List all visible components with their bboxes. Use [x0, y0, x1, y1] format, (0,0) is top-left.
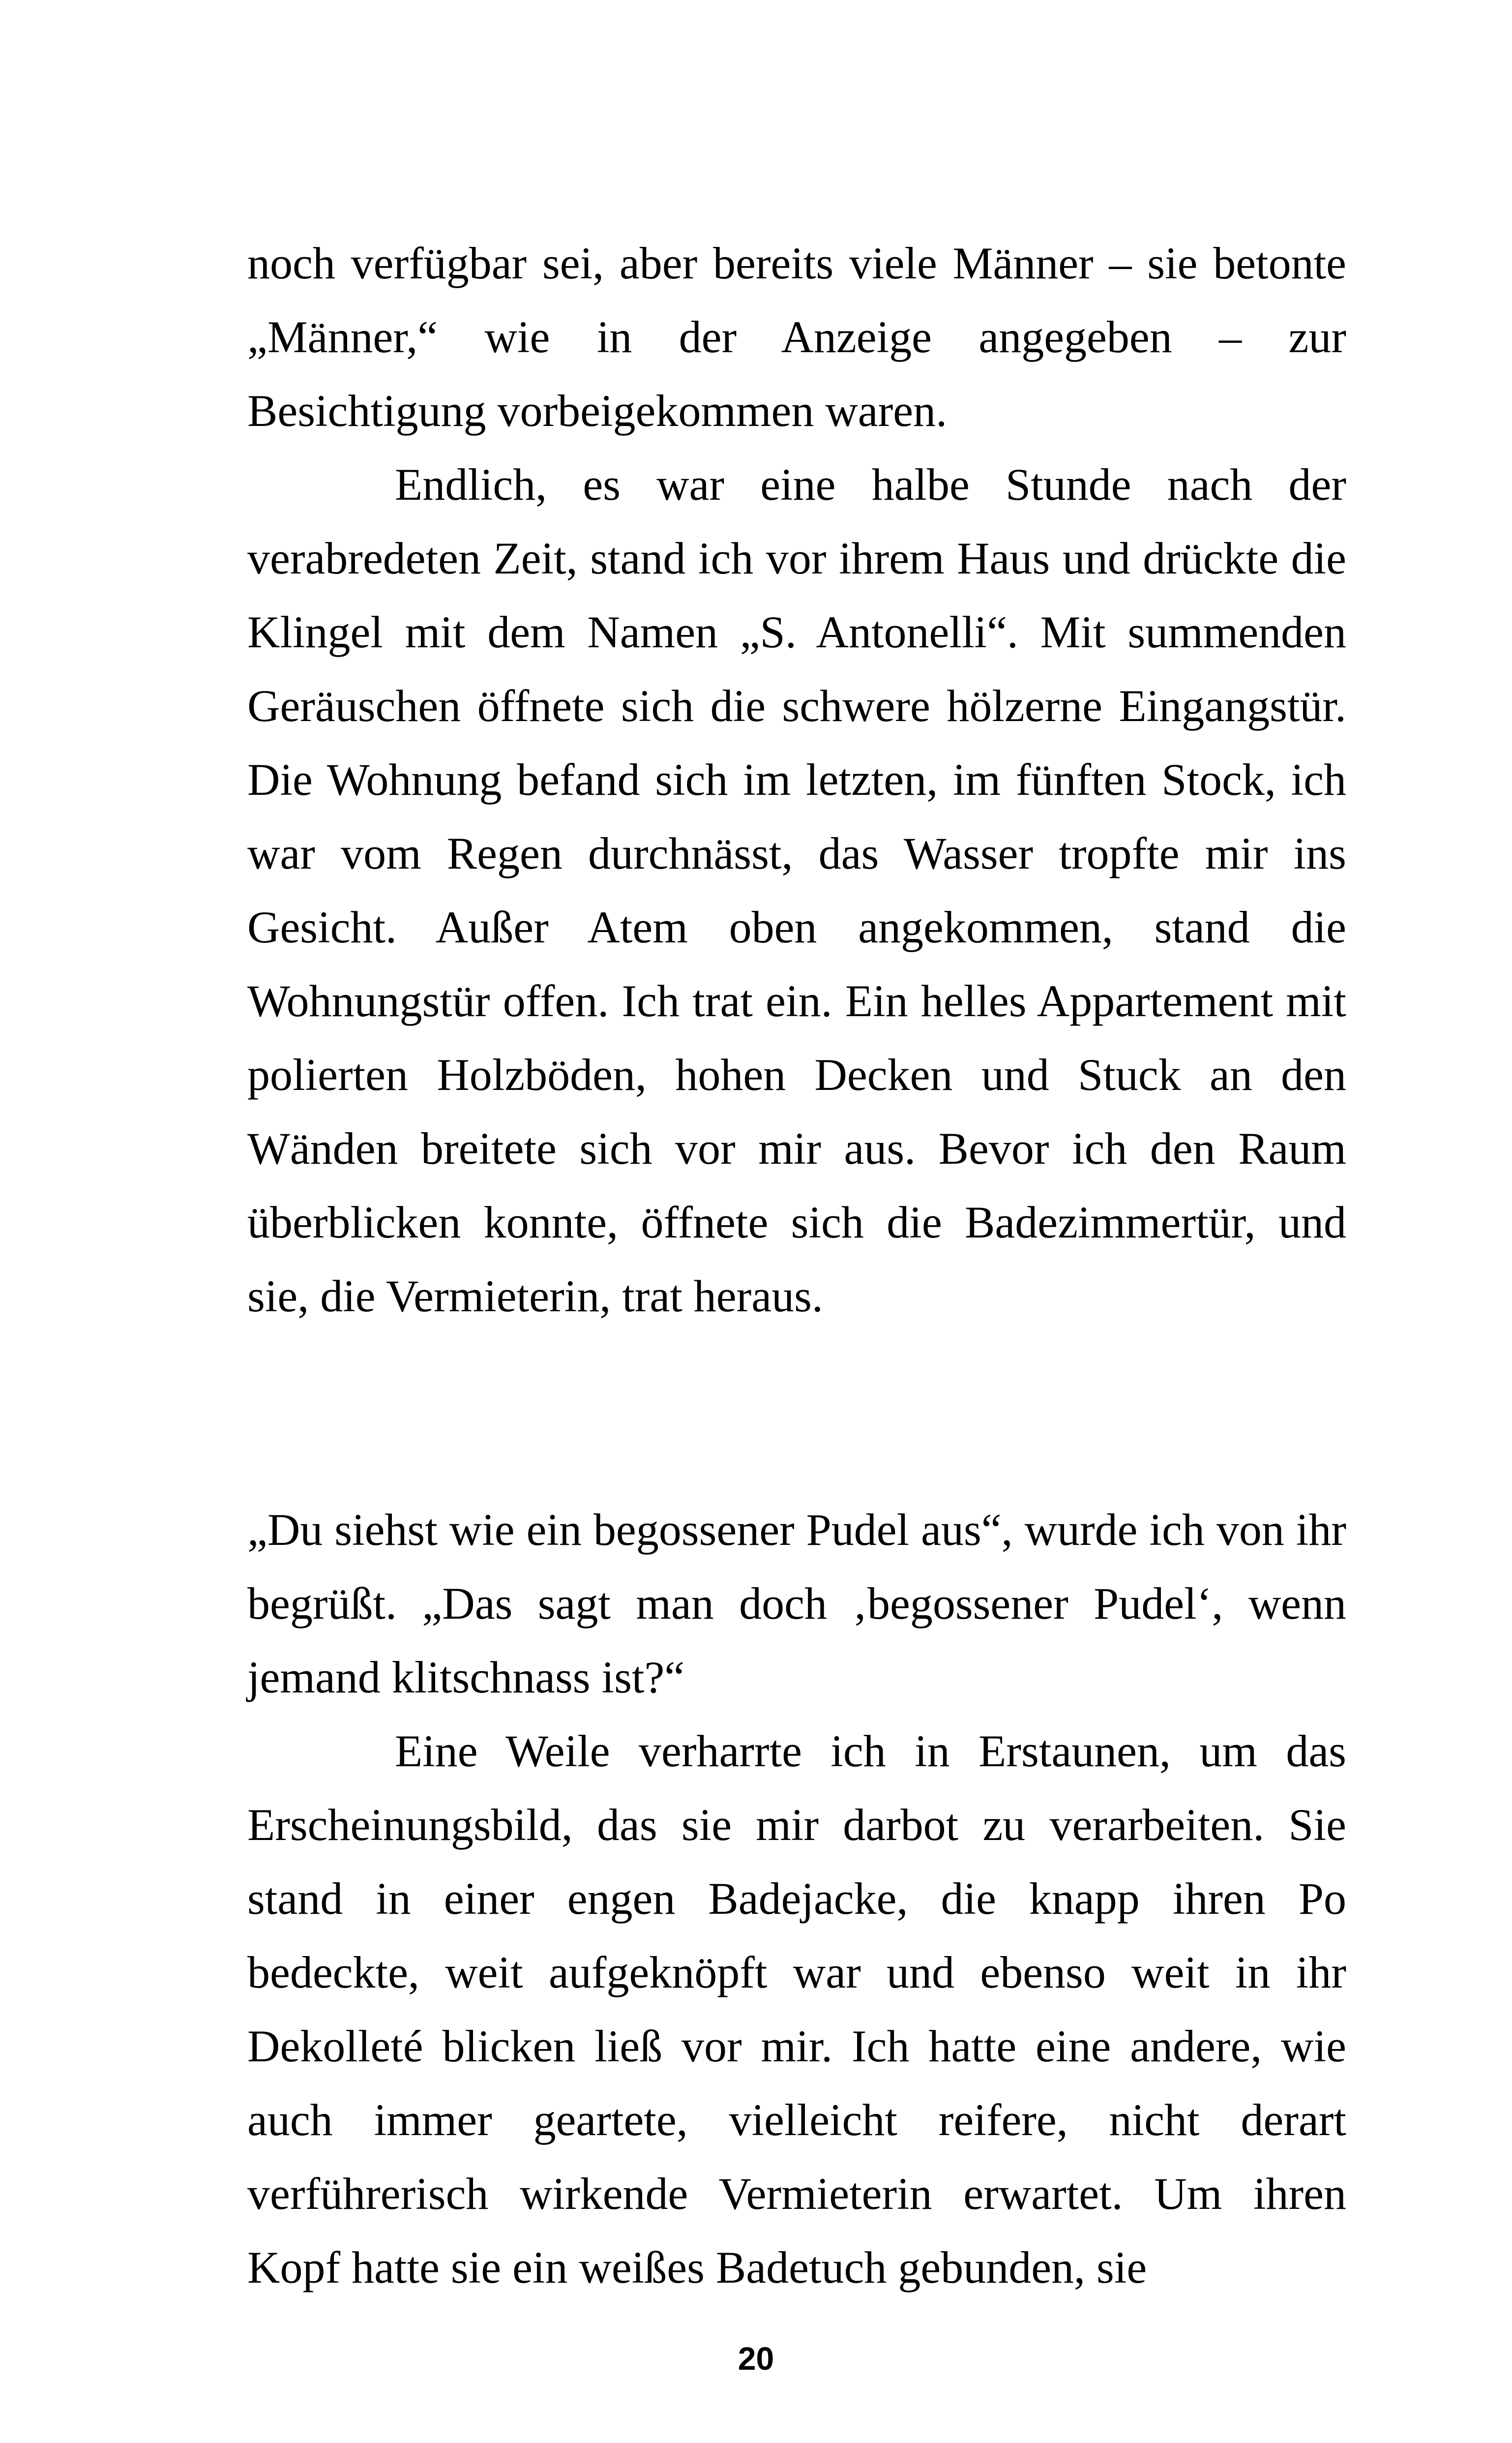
paragraph: „Du siehst wie ein begossener Pudel aus“, wurde ich von ihr begrüßt. „Das sagt man doch ‚begossener Pudel‘, wenn jemand klitschnass ist?“	[247, 1505, 1346, 1702]
page-number: 20	[738, 2340, 774, 2377]
text-section-2	[247, 1493, 1346, 2304]
paragraph: noch verfügbar sei, aber bereits viele Männer – sie betonte „Männer,“ wie in der Anzeige angegeben – zur Besichtigung vorbeigekommen waren.	[247, 238, 1346, 436]
paragraph: Eine Weile verharrte ich in Erstaunen, um das Erscheinungsbild, das sie mir darbot zu verarbeiten. Sie stand in einer engen Badejacke, die knapp ihren Po bedeckte, weit aufgeknöpft war und ebenso weit in ihr Dekolleté blicken ließ vor mir. Ich hatte eine andere, wie auch immer geartete, vielleicht reifere, nicht derart verführerisch wirkende Vermieterin erwartet. Um ihren Kopf hatte sie ein weißes Badetuch gebunden, sie	[247, 1726, 1346, 2292]
paragraph: Endlich, es war eine halbe Stunde nach der verabredeten Zeit, stand ich vor ihrem Haus und drückte die Klingel mit dem Namen „S. Antonelli“. Mit summenden Geräuschen öffnete sich die schwere hölzerne Eingangstür. Die Wohnung befand sich im letzten, im fünften Stock, ich war vom Regen durchnässt, das Wasser tropfte mir ins Gesicht. Außer Atem oben angekommen, stand die Wohnungstür offen. Ich trat ein. Ein helles Appartement mit polierten Holzböden, hohen Decken und Stuck an den Wänden breitete sich vor mir aus. Bevor ich den Raum überblicken konnte, öffnete sich die Badezimmertür, und sie, die Vermieterin, trat heraus.	[247, 459, 1346, 1321]
text-section-1	[247, 226, 1346, 1333]
